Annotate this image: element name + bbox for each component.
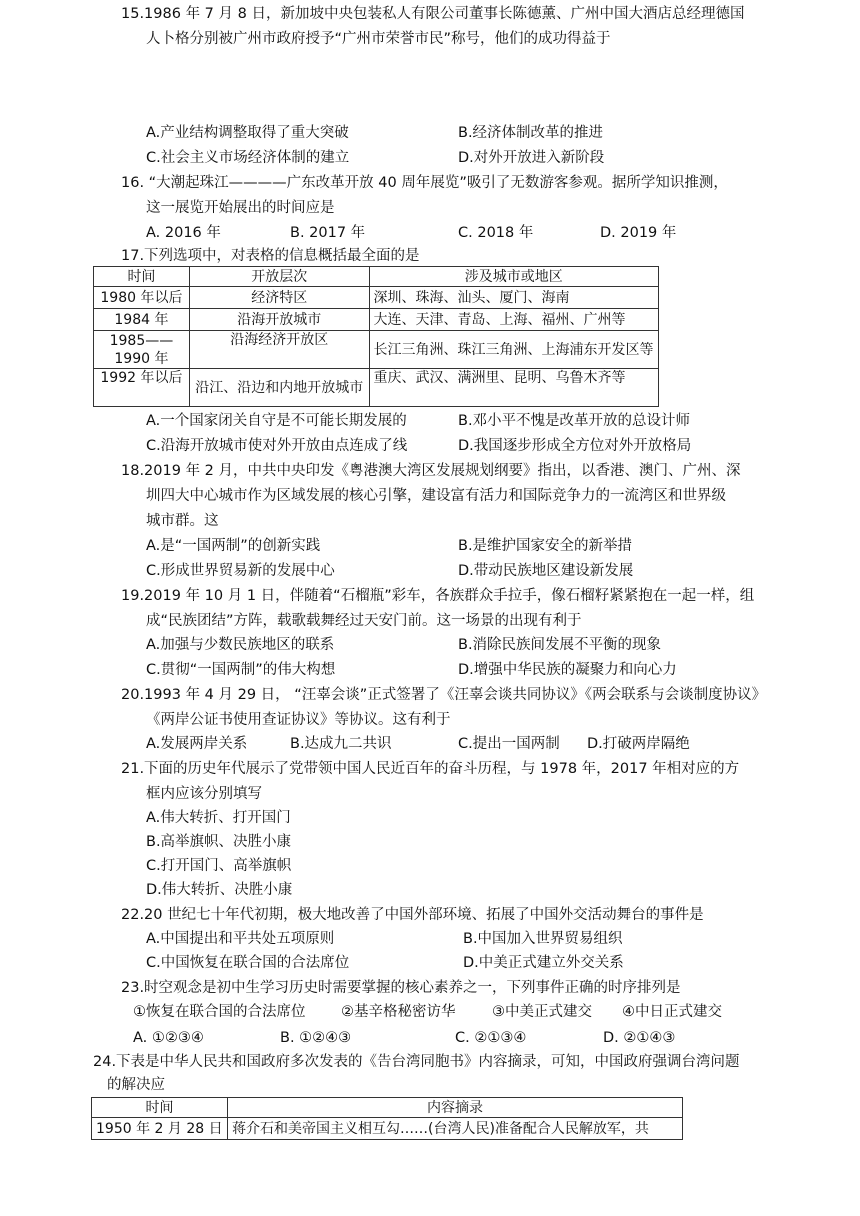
q15-stem-line2: 人卜格分别被广州市政府授予“广州市荣誉市民”称号，他们的成功得益于 [146,31,611,47]
q15-option-d[interactable]: D.对外开放进入新阶段 [458,150,605,166]
q19-option-b[interactable]: B.消除民族间发展不平衡的现象 [458,637,662,653]
q22-option-a[interactable]: A.中国提出和平共处五项原则 [146,931,335,947]
q17-option-a[interactable]: A.一个国家闭关自守是不可能长期发展的 [146,413,407,429]
q22-option-c[interactable]: C.中国恢复在联合国的合法席位 [146,955,350,971]
q16-option-c[interactable]: C. 2018 年 [458,225,534,241]
q15-option-c[interactable]: C.社会主义市场经济体制的建立 [146,150,350,166]
q21-option-d[interactable]: D.伟大转折、决胜小康 [146,882,293,898]
q18-option-a[interactable]: A.是“一国两制”的创新实践 [146,538,321,554]
q24-table [91,1097,683,1140]
table-header-cell: 时间 [92,1098,228,1118]
q19-stem-line1: 19.2019 年 10 月 1 日，伴随着“石榴瓶”彩车，各族群众手拉手，像石榴籽紧紧抱在一起一样，组 [121,588,755,604]
table-cell: 1992 年以后 [94,369,190,407]
q24-stem-line1: 24.下表是中华人民共和国政府多次发表的《告台湾同胞书》内容摘录，可知，中国政府强调台湾问题 [93,1054,740,1070]
q20-option-a[interactable]: A.发展两岸关系 [146,736,248,752]
table-header-row [94,267,659,287]
table-header-row [92,1098,683,1118]
q15-option-a[interactable]: A.产业结构调整取得了重大突破 [146,125,349,141]
q22-stem: 22.20 世纪七十年代初期，极大地改善了中国外部环境、拓展了中国外交活动舞台的事件是 [121,907,704,923]
q19-option-a[interactable]: A.加强与少数民族地区的联系 [146,637,335,653]
table-header-cell: 开放层次 [189,267,369,287]
q23-option-a[interactable]: A. ①②③④ [133,1030,204,1046]
q21-option-c[interactable]: C.打开国门、高举旗帜 [146,858,292,874]
table-cell: 沿海经济开放区 [189,331,369,369]
q23-option-b[interactable]: B. ①②④③ [280,1030,352,1046]
q21-stem-line2: 框内应该分别填写 [146,786,262,802]
table-header-cell: 涉及城市或地区 [369,267,658,287]
q17-option-d[interactable]: D.我国逐步形成全方位对外开放格局 [458,438,692,454]
q23-stem: 23.时空观念是初中生学习历史时需要掌握的核心素养之一，下列事件正确的时序排列是 [121,980,681,996]
q23-event-3: ③中美正式建交 [492,1004,592,1020]
q18-stem-line2: 圳四大中心城市作为区域发展的核心引擎，建设富有活力和国际竞争力的一流湾区和世界级 [146,488,726,504]
q24-stem-line2: 的解决应 [107,1077,165,1093]
table-cell: 深圳、珠海、汕头、厦门、海南 [369,287,658,309]
q21-option-b[interactable]: B.高举旗帜、决胜小康 [146,834,292,850]
q16-stem-line2: 这一展览开始展出的时间应是 [146,200,335,216]
q21-stem-line1: 21.下面的历史年代展示了党带领中国人民近百年的奋斗历程，与 1978 年，2017 年相对应的方 [121,761,740,777]
q18-stem-line1: 18.2019 年 2 月，中共中央印发《粤港澳大湾区发展规划纲要》指出，以香港、澳门、广州、深 [121,463,741,479]
q16-option-a[interactable]: A. 2016 年 [146,225,221,241]
q19-stem-line2: 成“民族团结”方阵，载歌载舞经过天安门前。这一场景的出现有利于 [146,613,582,629]
q21-option-a[interactable]: A.伟大转折、打开国门 [146,810,291,826]
q19-option-d[interactable]: D.增强中华民族的凝聚力和向心力 [458,662,677,678]
q20-option-d[interactable]: D.打破两岸隔绝 [587,736,690,752]
table-row [94,287,659,309]
table-row [92,1118,683,1140]
q20-option-b[interactable]: B.达成九二共识 [290,736,392,752]
q23-option-d[interactable]: D. ②①④③ [603,1030,676,1046]
q23-event-4: ④中日正式建交 [622,1004,722,1020]
q23-event-1: ①恢复在联合国的合法席位 [133,1004,306,1020]
table-header-cell: 内容摘录 [227,1098,682,1118]
table-header-cell: 时间 [94,267,190,287]
q18-option-c[interactable]: C.形成世界贸易新的发展中心 [146,563,335,579]
q17-option-c[interactable]: C.沿海开放城市使对外开放由点连成了线 [146,438,408,454]
q19-option-c[interactable]: C.贯彻“一国两制”的伟大构想 [146,662,336,678]
q18-option-d[interactable]: D.带动民族地区建设新发展 [458,563,634,579]
table-row [94,309,659,331]
q20-stem-line2: 《两岸公证书使用查证协议》等协议。这有利于 [146,712,451,728]
q22-option-d[interactable]: D.中美正式建立外交关系 [463,955,624,971]
table-cell: 大连、天津、青岛、上海、福州、广州等 [369,309,658,331]
q22-option-b[interactable]: B.中国加入世界贸易组织 [463,931,623,947]
table-cell: 蒋介石和美帝国主义相互勾……(台湾人民)准备配合人民解放军，共 [227,1118,682,1140]
q17-stem: 17.下列选项中，对表格的信息概括最全面的是 [121,248,420,264]
table-cell: 经济特区 [189,287,369,309]
q16-stem-line1: 16. “大潮起珠江————广东改革开放 40 周年展览”吸引了无数游客参观。据所学知识推测， [121,175,728,191]
q18-stem-line3: 城市群。这 [146,513,219,529]
table-cell: 1984 年 [94,309,190,331]
table-row [94,369,659,407]
table-cell: 1985——1990 年 [94,331,190,369]
q20-option-c[interactable]: C.提出一国两制 [458,736,560,752]
q16-option-d[interactable]: D. 2019 年 [600,225,677,241]
q15-stem-line1: 15.1986 年 7 月 8 日，新加坡中央包装私人有限公司董事长陈德薰、广州中国大酒店总经理德国 [121,6,745,22]
q17-option-b[interactable]: B.邓小平不愧是改革开放的总设计师 [458,413,691,429]
table-cell: 沿海开放城市 [189,309,369,331]
q23-option-c[interactable]: C. ②①③④ [455,1030,527,1046]
table-cell: 长江三角洲、珠江三角洲、上海浦东开发区等 [369,331,658,369]
q18-option-b[interactable]: B.是维护国家安全的新举措 [458,538,633,554]
q17-table [93,266,659,407]
table-cell: 1980 年以后 [94,287,190,309]
q23-event-2: ②基辛格秘密访华 [341,1004,456,1020]
q15-option-b[interactable]: B.经济体制改革的推进 [458,125,604,141]
q16-option-b[interactable]: B. 2017 年 [290,225,366,241]
table-cell: 1950 年 2 月 28 日 [92,1118,228,1140]
table-row [94,331,659,369]
table-cell: 重庆、武汉、满洲里、昆明、乌鲁木齐等 [369,369,658,407]
table-cell: 沿江、沿边和内地开放城市 [189,369,369,407]
q20-stem-line1: 20.1993 年 4 月 29 日， “汪辜会谈”正式签署了《汪辜会谈共同协议》《两会联系与会谈制度协议》 [121,687,767,703]
